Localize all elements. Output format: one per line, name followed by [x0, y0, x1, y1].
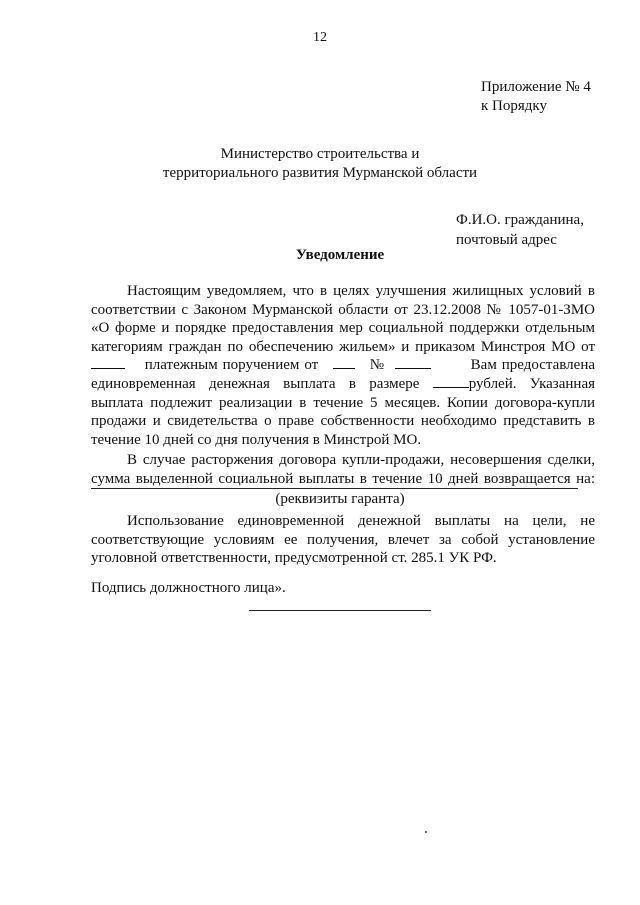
scan-speck [425, 831, 427, 833]
blank-field [395, 356, 431, 369]
paragraph-line: выплата подлежит реализации в течение 5 месяцев. Копии договора-купли [91, 394, 595, 411]
paragraph-line-payment [91, 356, 595, 375]
liability-paragraph [91, 512, 595, 568]
paragraph-line: продажи и свидетельства о праве собственности необходимо представить в [91, 413, 595, 430]
ministry-name [0, 145, 640, 183]
recipient-name: Ф.И.О. гражданина, [456, 212, 584, 228]
blank-field [333, 356, 355, 369]
page-number: 12 [313, 30, 327, 45]
ministry-line-2: территориального развития Мурманской области [162, 165, 478, 181]
paragraph-line-amount [91, 375, 595, 394]
document-title: Уведомление [295, 247, 385, 263]
granted-text: Вам предоставлена [470, 357, 596, 374]
payment-amount-text: единовременная денежная выплата в размере [91, 375, 420, 392]
paragraph-line: течение 10 дней со дня получения в Минстрой МО. [91, 431, 422, 448]
guarantor-line [91, 488, 578, 489]
recipient-block [456, 210, 584, 250]
signature-label: Подпись должностного лица». [91, 580, 286, 596]
notification-paragraph [91, 282, 595, 449]
number-sign: № [369, 357, 386, 374]
payment-order-text: платежным поручением от [144, 357, 319, 374]
paragraph-line: «О форме и порядке предоставления мер социальной поддержки отдельным [91, 320, 595, 337]
paragraph-line: категориям граждан по обеспечению жильем» и приказом Минстроя МО от [91, 338, 595, 355]
paragraph-line: Использование единовременной денежной выплаты на цели, не [127, 513, 595, 529]
paragraph-line: В случае расторжения договора купли-продажи, несовершения сделки, [127, 452, 595, 468]
rubles-text: рублей. Указанная [468, 375, 596, 392]
blank-field [433, 375, 469, 388]
appendix-number: Приложение № 4 [481, 79, 591, 95]
appendix-reference: к Порядку [481, 98, 547, 114]
blank-field [91, 356, 125, 369]
paragraph-line: соответствующие условиям ее получения, влечет за собой установление [91, 531, 595, 548]
signature-line [249, 610, 431, 611]
paragraph-line: соответствии с Законом Мурманской области от 23.12.2008 № 1057-01-ЗМО [91, 301, 595, 318]
paragraph-line: Настоящим уведомляем, что в целях улучшения жилищных условий в [127, 283, 595, 299]
paragraph-line: уголовной ответственности, предусмотренной ст. 285.1 УК РФ. [91, 550, 497, 567]
appendix-header [481, 78, 591, 116]
recipient-address: почтовый адрес [456, 232, 557, 248]
ministry-line-1: Министерство строительства и [220, 146, 420, 162]
paragraph-line: сумма выделенной социальной выплаты в течение 10 дней возвращается на: [91, 470, 595, 487]
guarantor-label: (реквизиты гаранта) [275, 491, 405, 507]
termination-paragraph [91, 451, 595, 488]
